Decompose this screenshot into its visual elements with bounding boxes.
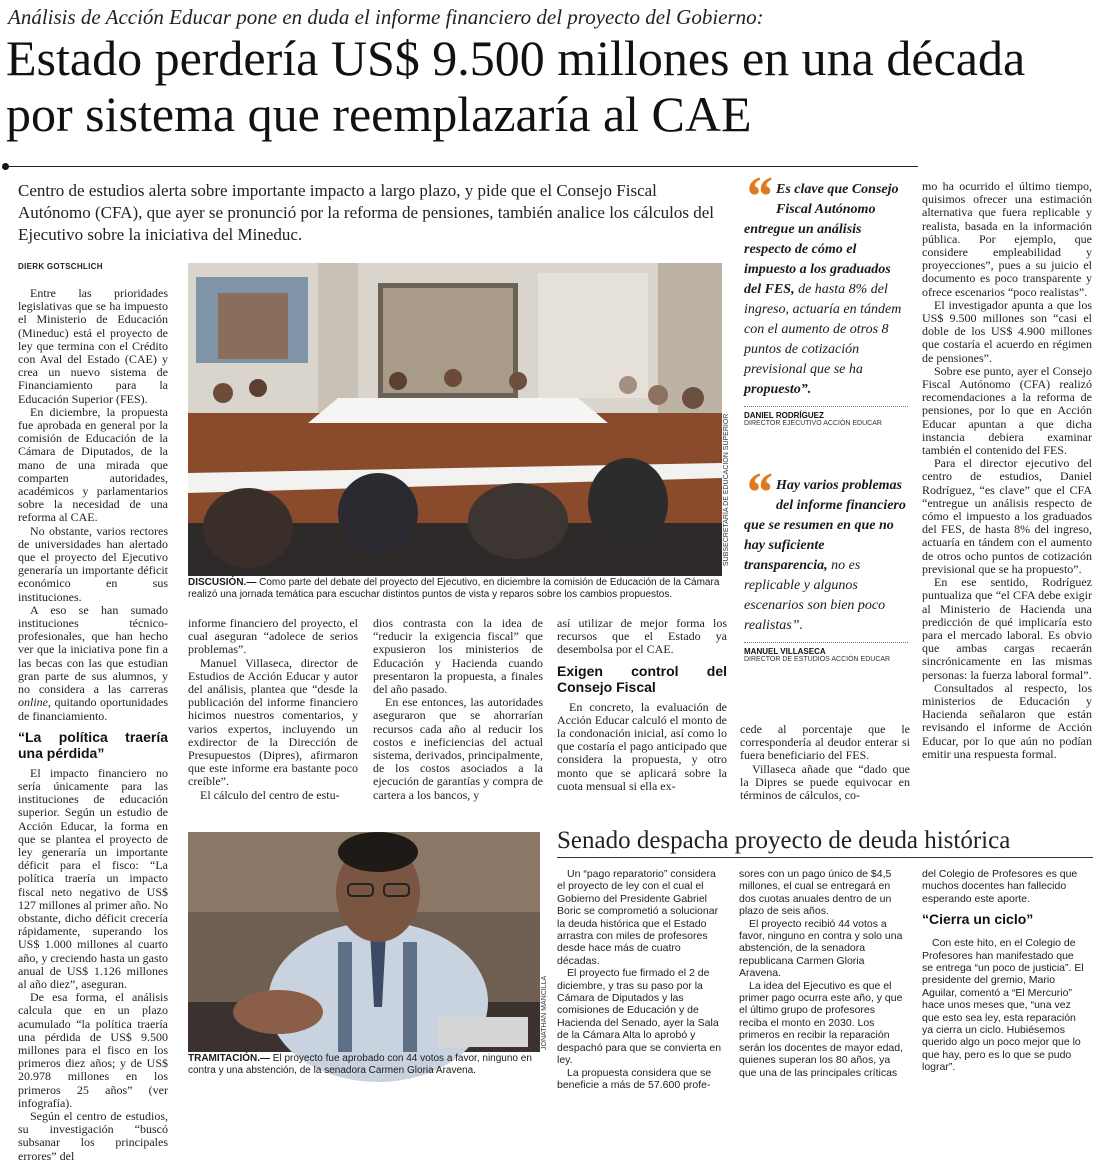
paragraph: Manuel Villaseca, director de Estudios de Acción Educar y autor del análisis, plantea que “desde la publicación del informe financiero hicimos nuestros comentarios, y varios expertos, incluyendo un exdirector de la Dirección de Presupuestos (Dipres), afirmaron que este informe era bastante poco creíble”. <box>188 655 358 789</box>
paragraph: Para el director ejecutivo del centro de estudios, Daniel Rodríguez, “es clave” que el CFA “entregue un análisis respecto de cómo el impuesto a los graduados del FES, de hasta 8% del ingreso, actuaría en tándem con el aumento de otros ocho puntos de cotización previsional que se ha propuesto”. <box>922 456 1092 576</box>
photo-credit: SUBSECRETARÍA DE EDUCACIÓN SUPERIOR <box>723 413 730 566</box>
paragraph: El proyecto fue firmado el 2 de diciembre, y tras su paso por la Cámara de Diputados y las comisiones de Educación y de Hacienda del Senado, ayer la Sala de la Cámara Alta lo aprobó y despachó para que se convierta en ley. <box>557 967 722 1067</box>
article-column-4 <box>557 617 727 793</box>
meeting-photo <box>188 263 722 576</box>
quote-mark-icon: “ <box>744 166 772 228</box>
divider <box>744 406 908 407</box>
photo-caption: TRAMITACIÓN.— El proyecto fue aprobado con 44 votos a favor, ninguno en contra y una abstención, de la senadora Carmen Gloria Aravena. <box>188 1053 532 1076</box>
paragraph: así utilizar de mejor forma los recursos que el Estado ya desembolsa por el CAE. <box>557 616 727 657</box>
photo-credit: JONATHAN MANCILLA <box>541 975 548 1050</box>
paragraph: En ese entonces, las autoridades aseguraron que se ahorrarían recursos cada año al reducir los costos e ineficiencias del actual sistema, derivados, principalmente, de los costos asociados a la ejecución de garantías y compra de cartera a los bancos, y <box>373 695 543 802</box>
quote-author: MANUEL VILLASECA <box>744 647 826 656</box>
quote-author-role: DIRECTOR DE ESTUDIOS ACCIÓN EDUCAR <box>744 656 891 663</box>
paragraph: Villaseca añade que “dado que la Dipres se puede equivocar en términos de cálculos, co- <box>740 761 910 803</box>
paragraph: cede al porcentaje que le correspondería al deudor enterar si fuera beneficiario del FES. <box>740 722 910 763</box>
paragraph: El cálculo del centro de estu- <box>200 787 340 802</box>
divider <box>744 642 908 643</box>
paragraph: Entre las prioridades legislativas que se ha impuesto el Ministerio de Educación (Mineduc) está el proyecto de ley que termina con el Crédito con Aval del Estado (CAE) y crea un nuevo sistema de Financiamiento para la Educación Superior (FES). <box>18 286 168 406</box>
standfirst: Centro de estudios alerta sobre importante impacto a largo plazo, y pide que el Consejo Fiscal Autónomo (CFA), que ayer se pronunció por la reforma de pensiones, también analice los cálculos del Ejecutivo sobre la iniciativa del Mineduc. <box>18 181 715 244</box>
subheading: Exigen control del Consejo Fiscal <box>557 662 727 695</box>
pull-quote-1: “ Es clave que Consejo Fiscal Autónomo entregue un análisis respecto de cómo el impuesto a los graduados del FES, de hasta 8% del ingreso, actuaría en tándem con el aumento de otros 8 puntos de cotización previsional que se ha propuesto”. DANIEL RODRÍGUEZ DIRECTOR EJECUTIVO ACCIÓN EDUCAR <box>744 180 908 427</box>
paragraph: informe financiero del proyecto, el cual aseguran “adolece de serios problemas”. <box>188 616 358 657</box>
secondary-headline: Senado despacha proyecto de deuda histórica <box>557 827 1011 854</box>
article-column-2 <box>188 617 358 802</box>
headline: Estado perdería US$ 9.500 millones en una década por sistema que reemplazaría al CAE <box>6 30 1026 142</box>
article-column-5 <box>740 723 910 802</box>
subheading: “La política traería una pérdida” <box>18 728 168 761</box>
photo-caption: DISCUSIÓN.— Como parte del debate del proyecto del Ejecutivo, en diciembre la comisión de Educación de la Cámara realizó una jornada temática para escuchar distintos puntos de vista y reparos sobre los cambios propuestos. <box>188 577 720 600</box>
paragraph: La propuesta considera que se beneficie a más de 57.600 profe- <box>557 1066 712 1091</box>
header-rule <box>4 166 918 167</box>
paragraph: Un “pago reparatorio” considera el proyecto de ley con el cual el Gobierno del Presidente Gabriel Boric se comprometió a solucionar la deuda histórica que el Estado arrastra con miles de profesores desde hace más de cuatro décadas. <box>557 868 719 967</box>
senate-photo <box>188 832 540 1052</box>
paragraph: La idea del Ejecutivo es que el primer pago ocurra este año, y que el último grupo de profesores reciba el monto en 2030. Los primeros en recibir la reparación serán los docentes de mayor edad, quienes superan los 80 años, ya que una de las principales críticas <box>739 979 904 1079</box>
paragraph: Sobre ese punto, ayer el Consejo Fiscal Autónomo (CFA) realizó recomendaciones a la reforma de pensiones, por lo que en Acción Educar apuntan a que dicha instancia debiera examinar también el contenido del FES. <box>922 363 1092 458</box>
paragraph: A eso se han sumado instituciones técnico-profesionales, que han hecho ver que la iniciativa pone fin a las becas con las que estudian gran parte de sus alumnos, y no considera a las carreras online, quitando oportunidades de financiamiento. <box>18 602 168 723</box>
article-column-6 <box>922 180 1092 820</box>
senado-column-1 <box>557 868 722 1091</box>
paragraph: El proyecto recibió 44 votos a favor, ninguno en contra y solo una abstención, de la senadora republicana Carmen Gloria Aravena. <box>739 917 903 980</box>
kicker: Análisis de Acción Educar pone en duda el informe financiero del proyecto del Gobierno: <box>8 5 764 29</box>
quote-author-role: DIRECTOR EJECUTIVO ACCIÓN EDUCAR <box>744 420 882 427</box>
paragraph: En diciembre, la propuesta fue aprobada en general por la comisión de Educación de la Cámara de Diputados, de la mano de una mirada que comparten autoridades, académicos y parlamentarios sobre la necesidad de una reforma al CAE. <box>18 404 168 525</box>
paragraph: dios contrasta con la idea de “reducir la exigencia fiscal” que expusieron los ministerios de Educación y Hacienda cuando presentaron la propuesta, a finales del año pasado. <box>373 616 543 697</box>
quote-author: DANIEL RODRÍGUEZ <box>744 411 824 420</box>
article-column-3 <box>373 617 543 802</box>
pull-quote-2: “ Hay varios problemas del informe financiero que se resumen en que no hay suficiente transparencia, no es replicable y algunos escenarios son bien poco realistas”. MANUEL VILLASECA DIRECTOR DE ESTUDIOS ACCIÓN EDUCAR <box>744 476 908 663</box>
senado-column-2 <box>739 868 904 1079</box>
divider <box>557 857 1093 858</box>
paragraph: No obstante, varios rectores de universidades han alertado que el proyecto del Ejecutivo generaría un importante déficit económico en sus instituciones. <box>18 523 168 604</box>
paragraph: del Colegio de Profesores es que muchos docentes han fallecido esperando este aporte. <box>922 868 1078 905</box>
subheading: “Cierra un ciclo” <box>922 911 1034 928</box>
paragraph: El impacto financiero no sería únicamente para las instituciones de educación superior. Según un estudio de Acción Educar, la forma en que se plantea el proyecto de ley generaría un importante déficit para el fisco: “La política traería un impacto fiscal neto negativo de US$ 127 millones al primer año. No obstante, dicho déficit crecería rápidamente, superando los US$ 1.000 millones al cuarto año, y creciendo hasta un gasto anual de US$ 1.126 millones al año diez”, aseguran. <box>18 765 168 991</box>
paragraph: Con este hito, en el Colegio de Profesores han manifestado que se entrega “un poco de justicia”. El presidente del gremio, Mario Aguilar, comentó a “El Mercurio” hace unos meses que, “una vez que esto sea ley, esta reparación ya cierra un ciclo. Hubiésemos querido algo un poco mejor que lo que hay, pero es lo que se pudo lograr”. <box>922 937 1084 1074</box>
byline: DIERK GOTSCHLICH <box>18 262 103 271</box>
quote-mark-icon: “ <box>744 462 772 524</box>
paragraph: En ese sentido, Rodríguez puntualiza que “el CFA debe exigir al Ministerio de Hacienda una predicción de qué implicaría esto para el mercado laboral. Es obvio que ambas cargas recaerán sincrónicamente en las mismas personas: la fuerza laboral formal”. <box>922 575 1092 682</box>
paragraph: De esa forma, el análisis calcula que en un plazo acumulado “la política traería una pérdida de US$ 9.500 millones para el fisco en los primeros diez años; y de US$ 20.978 millones en los primeros 25 años” (ver infografía). <box>18 990 168 1110</box>
paragraph: sores con un pago único de $4,5 millones, el cual se entregará en dos cuotas anuales dentro de un plazo de seis años. <box>739 868 892 918</box>
senado-column-3 <box>922 868 1087 1074</box>
paragraph: El investigador apunta a que los US$ 9.500 millones son “casi el doble de los US$ 4.900 millones que costaría el acuerdo en régimen de pensiones”. <box>922 297 1092 365</box>
paragraph: mo ha ocurrido el último tiempo, quisimos ofrecer una estimación alternativa que fuera replicable y realista, basada en la información pública. Por ejemplo, que considere empleabilidad y proyecciones”, pues a su juicio el documento es poco transparente y ofrece escenarios “poco realistas”. <box>922 179 1092 299</box>
paragraph: Consultados al respecto, los ministerios de Educación y Hacienda señalaron que están revisando el informe de Acción Educar, por lo que aún no podían emitir una respuesta formal. <box>922 680 1092 761</box>
paragraph: Según el centro de estudios, su investigación “buscó subsanar los principales errores” del <box>18 1108 168 1163</box>
article-column-1 <box>18 286 168 1163</box>
paragraph: En concreto, la evaluación de Acción Educar calculó el monto de la condonación inicial, así como lo que costaría el pago anticipado que considera la propuesta, y otro monto que se aplicará sobre la cuota mensual si ella ex- <box>557 699 727 793</box>
